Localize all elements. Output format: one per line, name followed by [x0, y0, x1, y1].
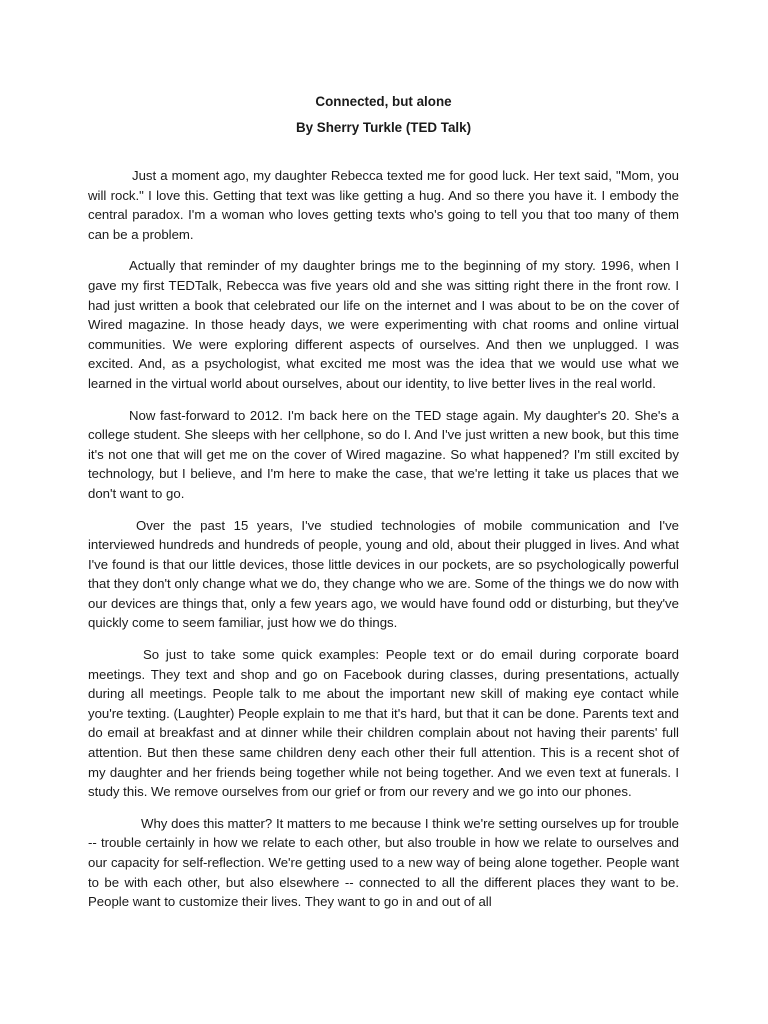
document-body	[88, 166, 679, 912]
paragraph: Why does this matter? It matters to me because I think we're setting ourselves up for trouble -- trouble certainly in how we relate to each other, but also trouble in how we relate to ourselves and our capacity for self-reflection. We're getting used to a new way of being alone together. People want to be with each other, but also elsewhere -- connected to all the different places they want to be. People want to customize their lives. They want to go in and out of all	[88, 815, 679, 910]
paragraph: Now fast-forward to 2012. I'm back here on the TED stage again. My daughter's 20. She's a college student. She sleeps with her cellphone, so do I. And I've just written a new book, but this time it's not one that will get me on the cover of Wired magazine. So what happened? I'm still excited by technology, but I believe, and I'm here to make the case, that we're letting it take us places that we don't want to go.	[88, 407, 679, 501]
paragraph: Just a moment ago, my daughter Rebecca texted me for good luck. Her text said, "Mom, you will rock." I love this. Getting that text was like getting a hug. And so there you have it. I embody the central paradox. I'm a woman who loves getting texts who's going to tell you that too many of them can be a problem.	[88, 168, 679, 242]
document-byline: By Sherry Turkle (TED Talk)	[295, 120, 472, 135]
document-page	[88, 92, 679, 924]
paragraph: Actually that reminder of my daughter brings me to the beginning of my story. 1996, when I gave my first TEDTalk, Rebecca was five years old and she was sitting right there in the front row. I had just written a book that celebrated our life on the internet and I was about to be on the cover of Wired magazine. In those heady days, we were experimenting with chat rooms and online virtual communities. We were exploring different aspects of ourselves. And then we unplugged. I was excited. And, as a psychologist, what excited me most was the idea that we would use what we learned in the virtual world about ourselves, about our identity, to live better lives in the real world.	[88, 258, 679, 391]
document-title: Connected, but alone	[315, 94, 452, 109]
paragraph: Over the past 15 years, I've studied technologies of mobile communication and I've interviewed hundreds and hundreds of people, young and old, about their plugged in lives. And what I've found is that our little devices, those little devices in our pockets, are so psychologically powerful that they don't only change what we do, they change who we are. Some of the things we do now with our devices are things that, only a few years ago, we would have found odd or disturbing, but they've quickly come to seem familiar, just how we do things.	[88, 517, 679, 631]
paragraph: So just to take some quick examples: People text or do email during corporate board meetings. They text and shop and go on Facebook during classes, during presentations, actually during all meetings. People talk to me about the important new skill of making eye contact while you're texting. (Laughter) People explain to me that it's hard, but that it can be done. Parents text and do email at breakfast and at dinner while their children complain about not having their parents' full attention. But then these same children deny each other their full attention. This is a recent shot of my daughter and her friends being together while not being together. And we even text at funerals. I study this. We remove ourselves from our grief or from our revery and we go into our phones.	[88, 647, 679, 800]
